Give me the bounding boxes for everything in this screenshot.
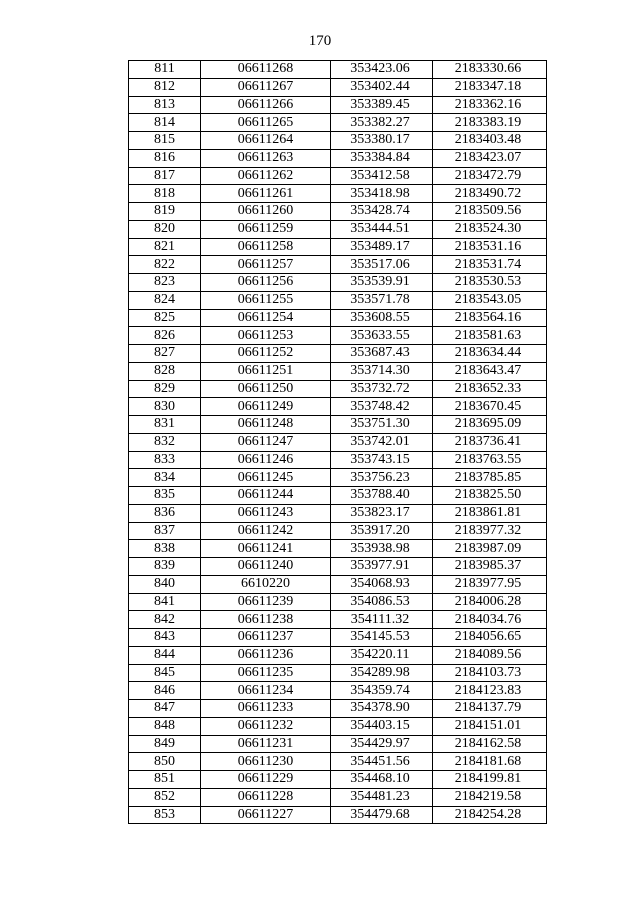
x-coordinate-cell: 353571.78 [331,291,433,309]
x-coordinate-cell: 354086.53 [331,593,433,611]
table-row [129,345,547,363]
x-coordinate-cell: 353428.74 [331,203,433,221]
x-coordinate-cell: 353423.06 [331,61,433,79]
point-id-cell: 06611255 [201,291,331,309]
row-index-cell: 837 [129,522,201,540]
x-coordinate-cell: 353384.84 [331,149,433,167]
table-row [129,362,547,380]
y-coordinate-cell: 2184199.81 [433,771,547,789]
y-coordinate-cell: 2183785.85 [433,469,547,487]
x-coordinate-cell: 354403.15 [331,717,433,735]
row-index-cell: 843 [129,629,201,647]
y-coordinate-cell: 2183531.16 [433,238,547,256]
y-coordinate-cell: 2183670.45 [433,398,547,416]
row-index-cell: 847 [129,700,201,718]
y-coordinate-cell: 2184103.73 [433,664,547,682]
table-row [129,274,547,292]
x-coordinate-cell: 354429.97 [331,735,433,753]
x-coordinate-cell: 353788.40 [331,487,433,505]
x-coordinate-cell: 353917.20 [331,522,433,540]
point-id-cell: 06611264 [201,132,331,150]
point-id-cell: 06611267 [201,78,331,96]
y-coordinate-cell: 2184123.83 [433,682,547,700]
y-coordinate-cell: 2183736.41 [433,433,547,451]
y-coordinate-cell: 2184219.58 [433,788,547,806]
row-index-cell: 842 [129,611,201,629]
table-row [129,717,547,735]
point-id-cell: 06611232 [201,717,331,735]
row-index-cell: 811 [129,61,201,79]
y-coordinate-cell: 2183985.37 [433,558,547,576]
table-row [129,611,547,629]
point-id-cell: 06611236 [201,646,331,664]
point-id-cell: 06611237 [201,629,331,647]
point-id-cell: 06611229 [201,771,331,789]
row-index-cell: 841 [129,593,201,611]
row-index-cell: 821 [129,238,201,256]
row-index-cell: 814 [129,114,201,132]
y-coordinate-cell: 2183977.32 [433,522,547,540]
table-row [129,806,547,824]
x-coordinate-cell: 354289.98 [331,664,433,682]
x-coordinate-cell: 354145.53 [331,629,433,647]
point-id-cell: 06611260 [201,203,331,221]
point-id-cell: 06611233 [201,700,331,718]
point-id-cell: 06611252 [201,345,331,363]
table-row [129,682,547,700]
row-index-cell: 816 [129,149,201,167]
point-id-cell: 06611251 [201,362,331,380]
point-id-cell: 06611253 [201,327,331,345]
row-index-cell: 835 [129,487,201,505]
point-id-cell: 06611241 [201,540,331,558]
row-index-cell: 849 [129,735,201,753]
y-coordinate-cell: 2183977.95 [433,575,547,593]
table-row [129,238,547,256]
page-number: 170 [308,33,332,49]
row-index-cell: 825 [129,309,201,327]
table-row [129,61,547,79]
table-row [129,788,547,806]
table-row [129,380,547,398]
y-coordinate-cell: 2183423.07 [433,149,547,167]
row-index-cell: 815 [129,132,201,150]
y-coordinate-cell: 2183581.63 [433,327,547,345]
row-index-cell: 828 [129,362,201,380]
y-coordinate-cell: 2184006.28 [433,593,547,611]
point-id-cell: 06611238 [201,611,331,629]
x-coordinate-cell: 353714.30 [331,362,433,380]
point-id-cell: 06611259 [201,220,331,238]
y-coordinate-cell: 2183531.74 [433,256,547,274]
row-index-cell: 846 [129,682,201,700]
point-id-cell: 06611250 [201,380,331,398]
row-index-cell: 839 [129,558,201,576]
point-id-cell: 06611240 [201,558,331,576]
table-row [129,220,547,238]
x-coordinate-cell: 353938.98 [331,540,433,558]
x-coordinate-cell: 353402.44 [331,78,433,96]
table-row [129,487,547,505]
table-row [129,149,547,167]
x-coordinate-cell: 353444.51 [331,220,433,238]
table-row [129,167,547,185]
row-index-cell: 853 [129,806,201,824]
x-coordinate-cell: 353382.27 [331,114,433,132]
y-coordinate-cell: 2183509.56 [433,203,547,221]
row-index-cell: 851 [129,771,201,789]
table-row [129,629,547,647]
x-coordinate-cell: 353687.43 [331,345,433,363]
table-row [129,416,547,434]
row-index-cell: 850 [129,753,201,771]
y-coordinate-cell: 2183403.48 [433,132,547,150]
point-id-cell: 06611235 [201,664,331,682]
row-index-cell: 824 [129,291,201,309]
point-id-cell: 06611265 [201,114,331,132]
y-coordinate-cell: 2183763.55 [433,451,547,469]
table-row [129,132,547,150]
table-row [129,327,547,345]
x-coordinate-cell: 353539.91 [331,274,433,292]
point-id-cell: 06611257 [201,256,331,274]
table-row [129,558,547,576]
y-coordinate-cell: 2183543.05 [433,291,547,309]
table-row [129,114,547,132]
y-coordinate-cell: 2184056.65 [433,629,547,647]
y-coordinate-cell: 2184254.28 [433,806,547,824]
point-id-cell: 06611266 [201,96,331,114]
x-coordinate-cell: 353823.17 [331,504,433,522]
y-coordinate-cell: 2183330.66 [433,61,547,79]
y-coordinate-cell: 2184162.58 [433,735,547,753]
point-id-cell: 06611258 [201,238,331,256]
point-id-cell: 06611263 [201,149,331,167]
x-coordinate-cell: 353412.58 [331,167,433,185]
point-id-cell: 06611242 [201,522,331,540]
x-coordinate-cell: 353389.45 [331,96,433,114]
x-coordinate-cell: 354479.68 [331,806,433,824]
point-id-cell: 06611228 [201,788,331,806]
row-index-cell: 838 [129,540,201,558]
y-coordinate-cell: 2184034.76 [433,611,547,629]
table-row [129,309,547,327]
table-row [129,504,547,522]
table-row [129,469,547,487]
x-coordinate-cell: 353489.17 [331,238,433,256]
row-index-cell: 840 [129,575,201,593]
table-row [129,664,547,682]
table-row [129,291,547,309]
coordinates-table [128,60,547,824]
x-coordinate-cell: 354220.11 [331,646,433,664]
x-coordinate-cell: 353517.06 [331,256,433,274]
x-coordinate-cell: 353748.42 [331,398,433,416]
point-id-cell: 06611230 [201,753,331,771]
y-coordinate-cell: 2183825.50 [433,487,547,505]
point-id-cell: 06611244 [201,487,331,505]
table-row [129,185,547,203]
x-coordinate-cell: 353756.23 [331,469,433,487]
row-index-cell: 852 [129,788,201,806]
y-coordinate-cell: 2183530.53 [433,274,547,292]
x-coordinate-cell: 354068.93 [331,575,433,593]
point-id-cell: 06611243 [201,504,331,522]
point-id-cell: 06611231 [201,735,331,753]
point-id-cell: 06611268 [201,61,331,79]
row-index-cell: 830 [129,398,201,416]
point-id-cell: 06611248 [201,416,331,434]
x-coordinate-cell: 353732.72 [331,380,433,398]
y-coordinate-cell: 2183695.09 [433,416,547,434]
row-index-cell: 844 [129,646,201,664]
x-coordinate-cell: 353751.30 [331,416,433,434]
x-coordinate-cell: 353633.55 [331,327,433,345]
row-index-cell: 834 [129,469,201,487]
table-row [129,753,547,771]
point-id-cell: 06611245 [201,469,331,487]
row-index-cell: 848 [129,717,201,735]
x-coordinate-cell: 353418.98 [331,185,433,203]
x-coordinate-cell: 354378.90 [331,700,433,718]
table-row [129,540,547,558]
point-id-cell: 06611261 [201,185,331,203]
x-coordinate-cell: 353608.55 [331,309,433,327]
x-coordinate-cell: 353743.15 [331,451,433,469]
table-row [129,451,547,469]
point-id-cell: 06611234 [201,682,331,700]
y-coordinate-cell: 2184181.68 [433,753,547,771]
table-row [129,735,547,753]
x-coordinate-cell: 354451.56 [331,753,433,771]
table-row [129,398,547,416]
point-id-cell: 06611256 [201,274,331,292]
row-index-cell: 819 [129,203,201,221]
table-row [129,575,547,593]
y-coordinate-cell: 2183524.30 [433,220,547,238]
table-row [129,700,547,718]
y-coordinate-cell: 2183643.47 [433,362,547,380]
y-coordinate-cell: 2183490.72 [433,185,547,203]
x-coordinate-cell: 354359.74 [331,682,433,700]
row-index-cell: 817 [129,167,201,185]
table-row [129,593,547,611]
row-index-cell: 818 [129,185,201,203]
x-coordinate-cell: 353380.17 [331,132,433,150]
row-index-cell: 820 [129,220,201,238]
row-index-cell: 832 [129,433,201,451]
row-index-cell: 836 [129,504,201,522]
point-id-cell: 06611227 [201,806,331,824]
row-index-cell: 826 [129,327,201,345]
row-index-cell: 813 [129,96,201,114]
y-coordinate-cell: 2184151.01 [433,717,547,735]
y-coordinate-cell: 2184089.56 [433,646,547,664]
table-row [129,433,547,451]
point-id-cell: 06611246 [201,451,331,469]
coordinates-table-body [129,61,547,824]
row-index-cell: 831 [129,416,201,434]
y-coordinate-cell: 2183861.81 [433,504,547,522]
x-coordinate-cell: 354111.32 [331,611,433,629]
point-id-cell: 06611247 [201,433,331,451]
row-index-cell: 812 [129,78,201,96]
table-row [129,78,547,96]
point-id-cell: 06611262 [201,167,331,185]
y-coordinate-cell: 2183652.33 [433,380,547,398]
row-index-cell: 827 [129,345,201,363]
y-coordinate-cell: 2183383.19 [433,114,547,132]
point-id-cell: 6610220 [201,575,331,593]
table-row [129,771,547,789]
y-coordinate-cell: 2184137.79 [433,700,547,718]
table-row [129,203,547,221]
y-coordinate-cell: 2183987.09 [433,540,547,558]
row-index-cell: 833 [129,451,201,469]
point-id-cell: 06611254 [201,309,331,327]
point-id-cell: 06611239 [201,593,331,611]
row-index-cell: 845 [129,664,201,682]
table-row [129,646,547,664]
y-coordinate-cell: 2183634.44 [433,345,547,363]
x-coordinate-cell: 353742.01 [331,433,433,451]
row-index-cell: 823 [129,274,201,292]
y-coordinate-cell: 2183362.16 [433,96,547,114]
table-row [129,522,547,540]
x-coordinate-cell: 353977.91 [331,558,433,576]
row-index-cell: 822 [129,256,201,274]
y-coordinate-cell: 2183564.16 [433,309,547,327]
row-index-cell: 829 [129,380,201,398]
y-coordinate-cell: 2183472.79 [433,167,547,185]
point-id-cell: 06611249 [201,398,331,416]
y-coordinate-cell: 2183347.18 [433,78,547,96]
table-row [129,96,547,114]
x-coordinate-cell: 354481.23 [331,788,433,806]
x-coordinate-cell: 354468.10 [331,771,433,789]
table-row [129,256,547,274]
